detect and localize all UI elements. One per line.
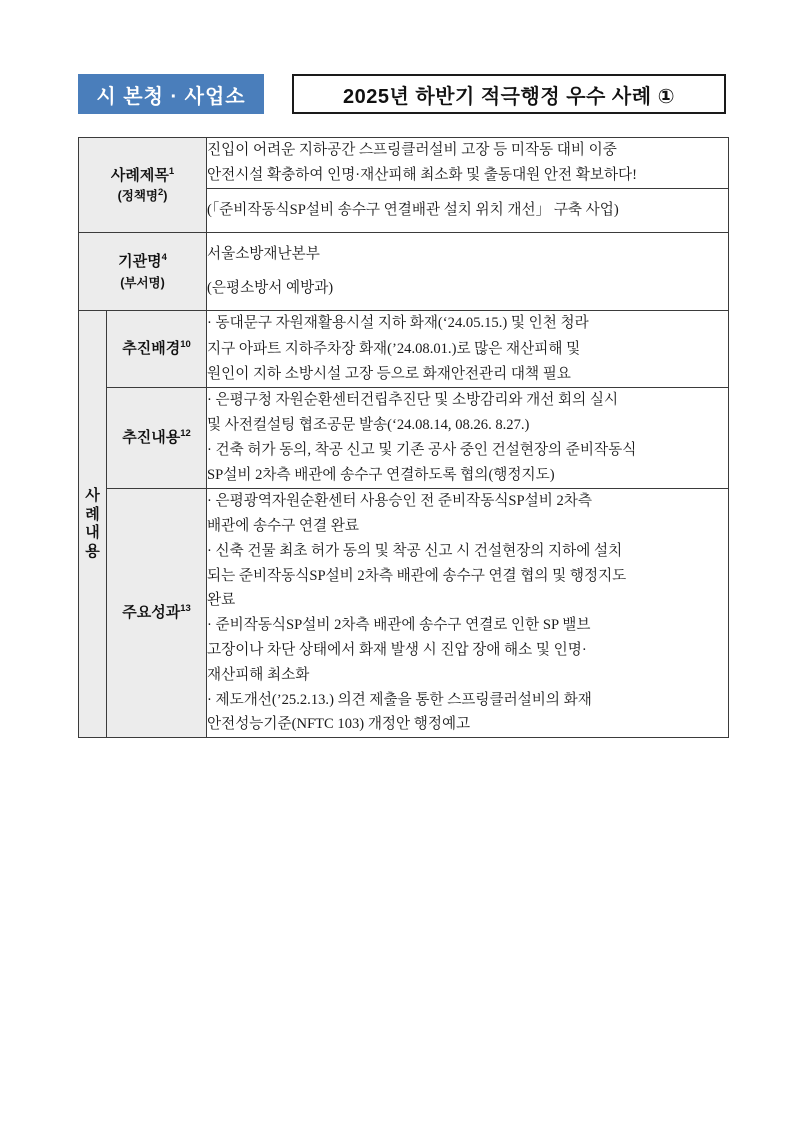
row-label-outcomes-sup: 13 xyxy=(180,602,191,614)
vertical-label-char: 사 xyxy=(85,486,100,504)
outcomes-line-9: · 제도개선(’25.2.13.) 의견 제출을 통한 스프링클러설비의 화재 xyxy=(207,691,592,708)
organization-line-2: (은평소방서 예방과) xyxy=(207,280,334,297)
row-label-organization xyxy=(79,233,207,311)
table-row-organization xyxy=(79,233,729,311)
outcomes-line-7: 고장이나 차단 상태에서 화재 발생 시 진압 장애 해소 및 인명· xyxy=(207,641,587,658)
case-title-line-2: 안전시설 확충하여 인명·재산피해 최소화 및 출동대원 안전 확보하다! xyxy=(207,167,638,184)
cell-case-title-policy xyxy=(207,189,729,233)
outcomes-line-4: 되는 준비작동식SP설비 2차측 배관에 송수구 연결 협의 및 행정지도 xyxy=(207,567,627,584)
activities-line-2: 및 사전컬설팅 협조공문 발송(‘24.08.14, 08.26. 8.27.) xyxy=(207,416,530,433)
activities-line-4: SP설비 2차측 배관에 송수구 연결하도록 협의(행정지도) xyxy=(207,467,555,484)
page-title: 2025년 하반기 적극행정 우수 사례 ① xyxy=(342,85,676,108)
outcomes-line-5: 완료 xyxy=(207,592,236,609)
case-title-line-1: 진입이 어려운 지하공간 스프링클러설비 고장 등 미작동 대비 이중 xyxy=(207,142,617,158)
vertical-label-char: 내 xyxy=(85,524,100,542)
row-sublabel-department-name: (부서명) xyxy=(120,275,165,290)
row-label-background xyxy=(107,311,207,387)
row-sublabel-policy-name xyxy=(79,188,206,205)
row-label-background-text: 추진배경 xyxy=(122,339,181,357)
row-label-activities-sup: 12 xyxy=(180,427,191,439)
row-sublabel-policy-name-close: ) xyxy=(163,188,168,203)
outcomes-line-1: · 은평광역자원순환센터 사용승인 전 준비작동식SP설비 2차측 xyxy=(207,493,592,510)
row-label-case-content xyxy=(79,311,107,738)
background-line-1: · 동대문구 자원재활용시설 지하 화재(‘24.05.15.) 및 인천 청라 xyxy=(207,315,589,332)
row-sublabel-policy-name-text: (정책명 xyxy=(117,188,158,203)
activities-line-1: · 은평구청 자원순환센터건립추진단 및 소방감리와 개선 회의 실시 xyxy=(207,391,619,408)
cell-case-title-value xyxy=(207,138,729,189)
row-label-case-content-text xyxy=(79,487,106,562)
row-label-outcomes xyxy=(107,489,207,738)
table-row-activities xyxy=(79,387,729,488)
agency-badge: 시 본청 · 사업소 xyxy=(78,74,264,114)
row-label-organization-sup: 4 xyxy=(161,252,167,264)
title-box xyxy=(292,74,726,114)
background-line-3: 원인이 지하 소방시설 고장 등으로 화재안전관리 대책 필요 xyxy=(207,365,571,382)
table-row-outcomes xyxy=(79,489,729,738)
case-detail-table xyxy=(78,137,729,738)
row-label-background-sup: 10 xyxy=(180,338,191,350)
outcomes-line-2: 배관에 송수구 연결 완료 xyxy=(207,517,359,534)
row-label-organization-text: 기관명 xyxy=(118,253,162,271)
outcomes-line-10: 안전성능기준(NFTC 103) 개정안 행정예고 xyxy=(207,716,471,733)
row-label-case-title-sup: 1 xyxy=(168,165,175,177)
organization-line-1: 서울소방재난본부 xyxy=(207,246,320,263)
row-label-outcomes-text: 주요성과 xyxy=(122,603,181,621)
cell-organization-value xyxy=(207,233,729,311)
row-label-activities-text: 추진내용 xyxy=(122,428,181,446)
row-label-case-title-text: 사례제목 xyxy=(110,166,169,184)
outcomes-line-6: · 준비작동식SP설비 2차측 배관에 송수구 연결로 인한 SP 밸브 xyxy=(207,617,591,634)
outcomes-line-3: · 신축 건물 최초 허가 동의 및 착공 신고 시 건설현장의 지하에 설치 xyxy=(207,542,623,559)
row-sublabel-policy-name-sup: 2 xyxy=(157,186,164,198)
cell-activities-value xyxy=(207,387,729,488)
row-label-activities xyxy=(107,387,207,488)
cell-background-value xyxy=(207,311,729,387)
vertical-label-char: 용 xyxy=(85,543,100,561)
table-row-case-title-main xyxy=(79,138,729,189)
document-header xyxy=(78,74,728,118)
case-title-line-3: (「준비작동식SP설비 송수구 연결배관 설치 위치 개선」 구축 사업) xyxy=(207,202,619,219)
background-line-2: 지구 아파트 지하주차장 화재(’24.08.01.)로 많은 재산피해 및 xyxy=(207,340,581,357)
table-row-background xyxy=(79,311,729,387)
activities-line-3: · 건축 허가 동의, 착공 신고 및 기존 공사 중인 건설현장의 준비작동식 xyxy=(207,441,637,458)
vertical-label-char: 례 xyxy=(85,505,100,523)
cell-outcomes-value xyxy=(207,489,729,738)
outcomes-line-8: 재산피해 최소화 xyxy=(207,666,310,683)
row-label-case-title xyxy=(79,138,207,233)
